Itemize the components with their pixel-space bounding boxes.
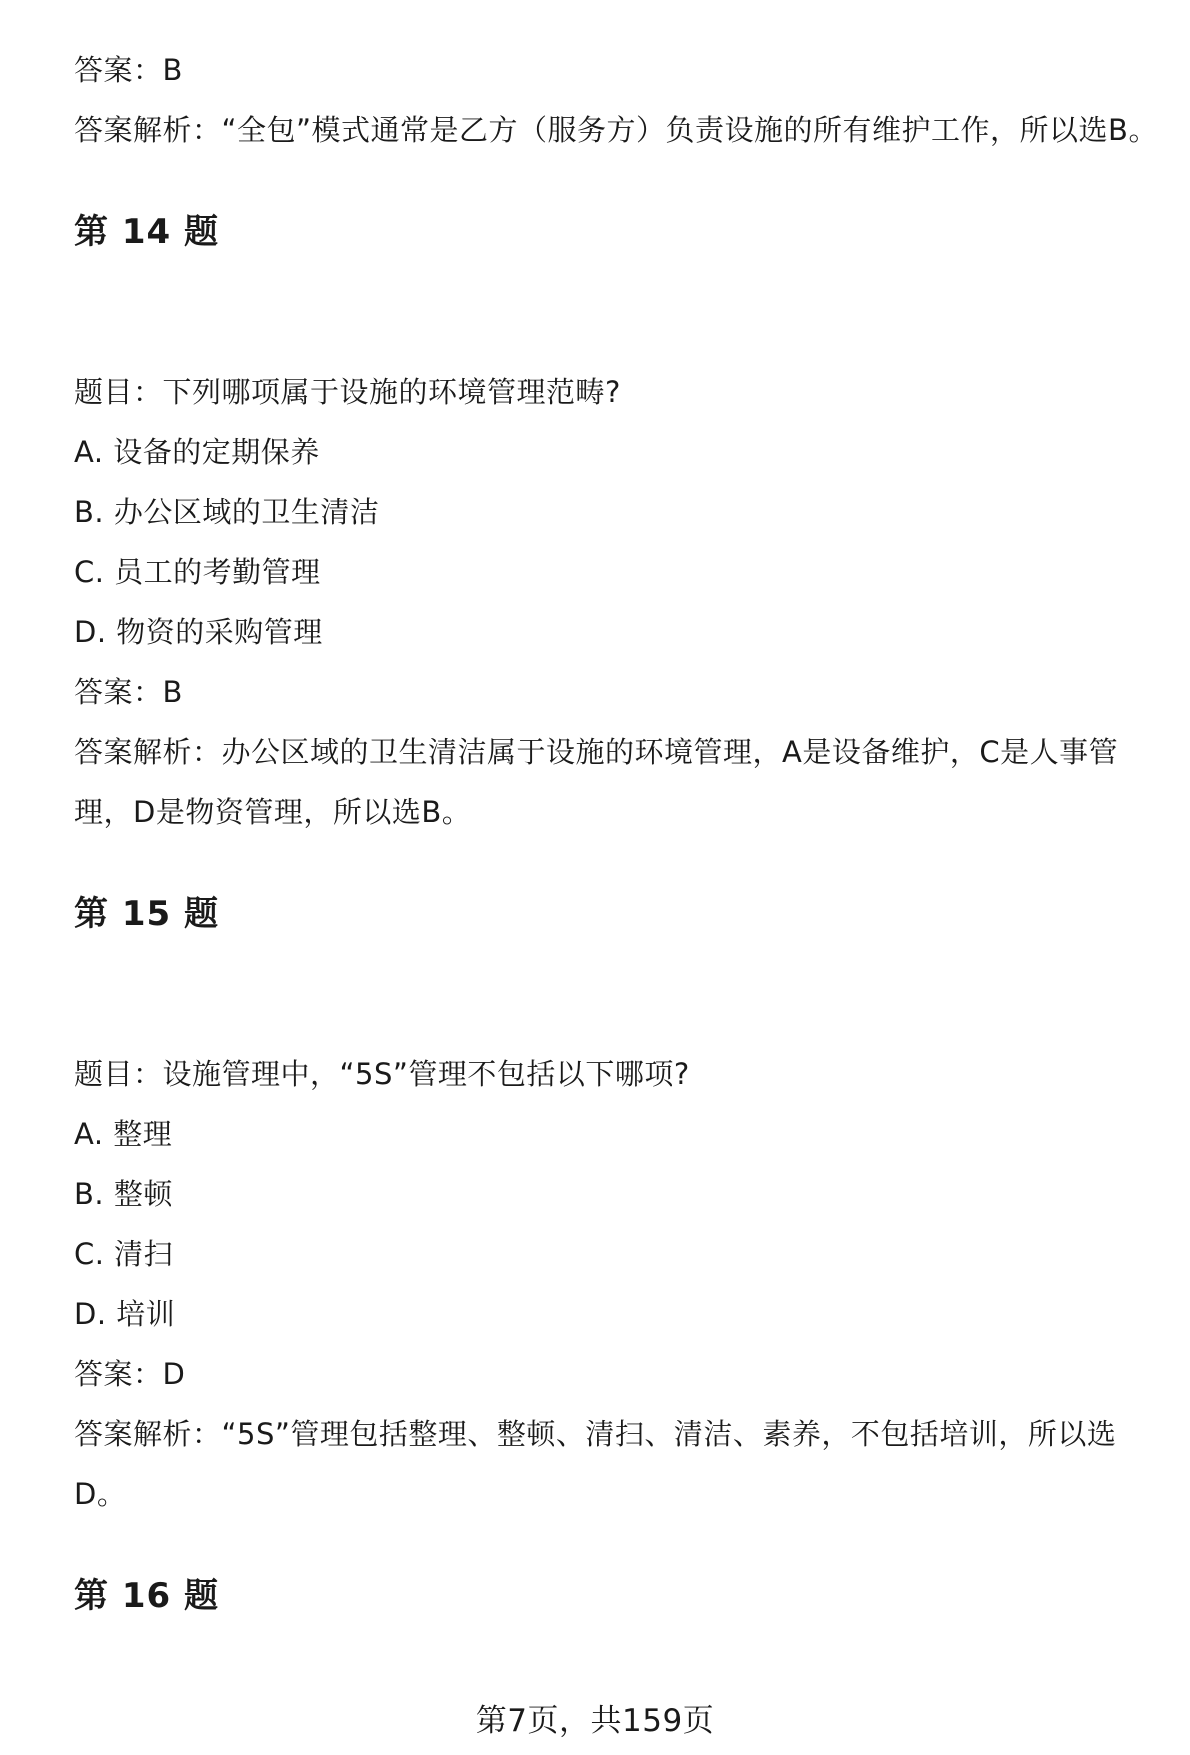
q15-option-c: C. 清扫	[74, 1237, 174, 1271]
q14-option-a: A. 设备的定期保养	[74, 435, 320, 469]
q15-analysis-line1: 答案解析：“5S”管理包括整理、整顿、清扫、清洁、素养，不包括培训，所以选	[74, 1417, 1117, 1451]
q13-answer: 答案：B	[74, 53, 183, 87]
q13-analysis: 答案解析：“全包”模式通常是乙方（服务方）负责设施的所有维护工作，所以选B。	[74, 113, 1158, 147]
q16-heading: 第 16 题	[74, 1576, 219, 1616]
q15-heading: 第 15 题	[74, 894, 219, 934]
q14-heading: 第 14 题	[74, 212, 219, 252]
q15-analysis-line2: D。	[74, 1477, 127, 1511]
q14-question: 题目：下列哪项属于设施的环境管理范畴?	[74, 375, 621, 409]
q15-option-d: D. 培训	[74, 1297, 176, 1331]
q15-option-a: A. 整理	[74, 1117, 173, 1151]
q14-analysis-line2: 理，D是物资管理，所以选B。	[74, 795, 472, 829]
q14-analysis-line1: 答案解析：办公区域的卫生清洁属于设施的环境管理，A是设备维护，C是人事管	[74, 735, 1119, 769]
page-number: 第7页，共159页	[475, 1703, 715, 1739]
q15-answer: 答案：D	[74, 1357, 186, 1391]
q15-question: 题目：设施管理中，“5S”管理不包括以下哪项?	[74, 1057, 690, 1091]
q14-answer: 答案：B	[74, 675, 183, 709]
q14-option-b: B. 办公区域的卫生清洁	[74, 495, 380, 529]
q14-option-d: D. 物资的采购管理	[74, 615, 323, 649]
q14-option-c: C. 员工的考勤管理	[74, 555, 321, 589]
q15-option-b: B. 整顿	[74, 1177, 173, 1211]
